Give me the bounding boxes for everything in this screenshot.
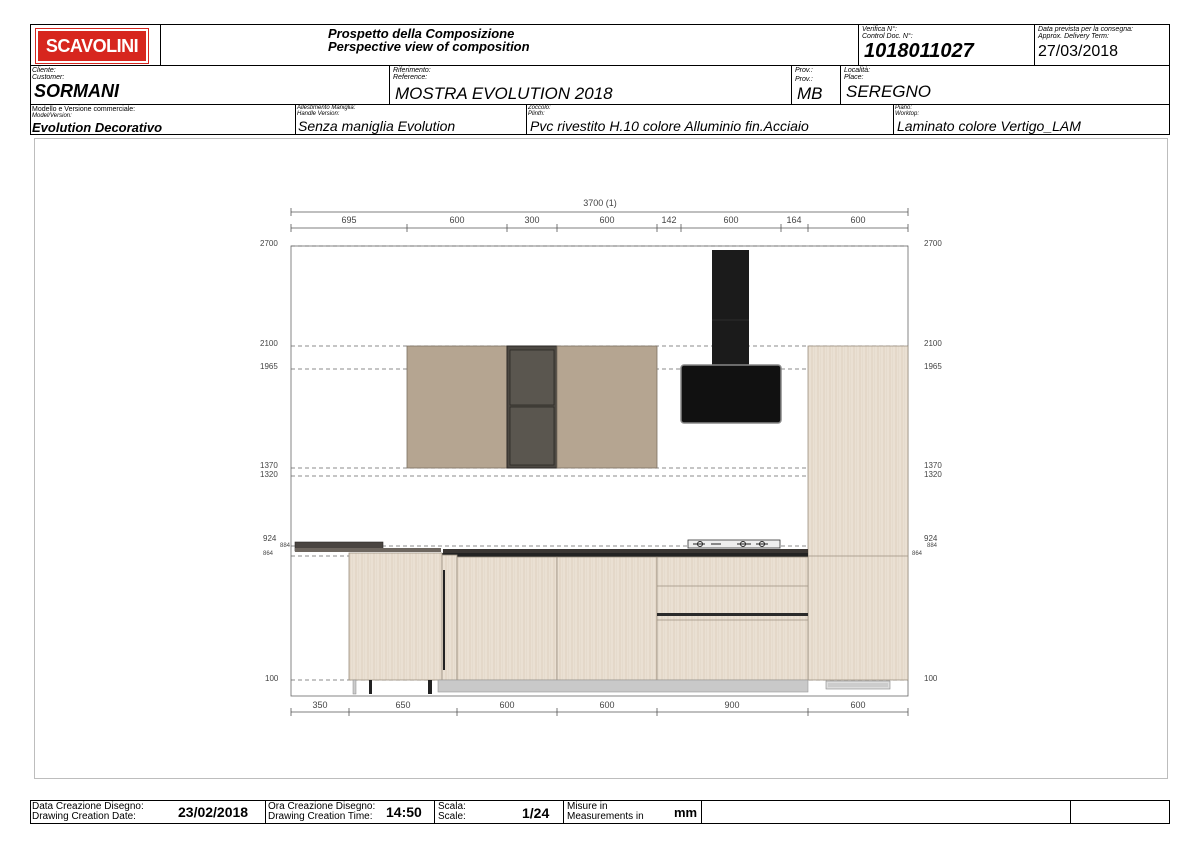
height-right-924: 924 xyxy=(924,534,938,543)
height-left-924: 924 xyxy=(263,534,277,543)
wall-unit-left xyxy=(407,346,507,468)
height-right-864: 864 xyxy=(912,551,923,557)
dim-top-6: 600 xyxy=(723,215,739,225)
plinth xyxy=(438,680,808,692)
control-label-it: Verifica N°: xyxy=(862,26,897,33)
plinth-label-en: Plinth: xyxy=(528,111,545,117)
hood-panel xyxy=(681,365,781,423)
dim-top-7: 164 xyxy=(786,215,802,225)
model-label-en: Model/Version: xyxy=(32,113,72,119)
base-unit-2 xyxy=(457,557,557,680)
prov-value: MB xyxy=(797,84,823,103)
model-label-it: Modello e Versione commerciale: xyxy=(32,106,136,113)
title-english: Perspective view of composition xyxy=(328,39,530,54)
reference-label-en: Reference: xyxy=(393,74,428,81)
model-value: Evolution Decorativo xyxy=(32,120,163,135)
tall-column xyxy=(808,346,908,680)
creation-time: 14:50 xyxy=(386,804,422,820)
dim-total-width: 3700 (1) xyxy=(583,198,617,208)
height-left-2700: 2700 xyxy=(260,239,278,248)
reference-value: MOSTRA EVOLUTION 2018 xyxy=(395,84,613,103)
dim-top-8: 600 xyxy=(850,215,866,225)
place-label-en: Place: xyxy=(844,74,864,81)
height-left-2100: 2100 xyxy=(260,339,278,348)
handle-label-en: Handle Version: xyxy=(297,111,340,117)
prov-label-en: Prov.: xyxy=(795,76,813,83)
brand-logo: SCAVOLINI xyxy=(36,29,148,63)
dim-top-4: 600 xyxy=(599,215,615,225)
height-right-1965: 1965 xyxy=(924,362,942,371)
customer-name: SORMANI xyxy=(34,81,119,101)
customer-label-it: Cliente: xyxy=(32,67,56,74)
place-value: SEREGNO xyxy=(846,82,932,101)
base-unit-peninsula xyxy=(349,553,442,680)
height-left-1320: 1320 xyxy=(260,470,278,479)
height-right-2100: 2100 xyxy=(924,339,942,348)
dim-top-1: 695 xyxy=(341,215,357,225)
dim-bottom-5: 900 xyxy=(724,700,740,710)
dim-bottom-1: 350 xyxy=(312,700,328,710)
height-right-100: 100 xyxy=(924,674,938,683)
vent-grille xyxy=(826,681,890,689)
wall-unit-right xyxy=(557,346,657,468)
height-left-100: 100 xyxy=(265,674,279,683)
hood-chimney xyxy=(712,250,749,366)
delivery-date: 27/03/2018 xyxy=(1038,43,1119,60)
measure-label-it: Misure in xyxy=(567,801,608,812)
base-unit-drawers xyxy=(657,557,808,680)
scale-value: 1/24 xyxy=(522,805,550,821)
control-number: 1018011027 xyxy=(864,40,974,62)
customer-label-en: Customer: xyxy=(32,74,65,81)
height-right-884: 884 xyxy=(927,543,938,549)
creation-date-label-en: Drawing Creation Date: xyxy=(32,811,136,822)
title-italian: Prospetto della Composizione xyxy=(328,26,515,41)
height-left-1370: 1370 xyxy=(260,461,278,470)
base-unit-3 xyxy=(557,557,657,680)
height-right-1320: 1320 xyxy=(924,470,942,479)
height-right-2700: 2700 xyxy=(924,239,942,248)
plinth-value: Pvc rivestito H.10 colore Alluminio fin.Acciaio xyxy=(530,118,809,134)
reference-label-it: Riferimento: xyxy=(393,67,431,74)
creation-time-label-it: Ora Creazione Disegno: xyxy=(268,801,376,812)
delivery-label-it: Data prevista per la consegna: xyxy=(1038,26,1133,33)
worktop-label-it: Piano: xyxy=(895,105,913,111)
place-label-it: Località: xyxy=(844,67,871,74)
delivery-label-en: Approx. Delivery Term: xyxy=(1038,33,1109,40)
scale-label-it: Scala: xyxy=(438,801,466,812)
height-left-864: 864 xyxy=(263,551,274,557)
dim-top-3: 300 xyxy=(524,215,540,225)
handle-value: Senza maniglia Evolution xyxy=(298,118,456,134)
dim-bottom-4: 600 xyxy=(599,700,615,710)
handle-label-it: Allestimento Maniglia: xyxy=(297,105,356,111)
worktop-value: Laminato colore Vertigo_LAM xyxy=(897,118,1081,134)
dim-top-2: 600 xyxy=(449,215,465,225)
dim-bottom-2: 650 xyxy=(395,700,411,710)
height-left-1965: 1965 xyxy=(260,362,278,371)
measure-label-en: Measurements in xyxy=(567,811,644,822)
dim-bottom-6: 600 xyxy=(850,700,866,710)
prov-label-it: Prov.: xyxy=(795,67,813,74)
plinth-label-it: Zoccolo: xyxy=(528,105,551,111)
control-label-en: Control Doc. N°: xyxy=(862,33,913,40)
dim-bottom-3: 600 xyxy=(499,700,515,710)
creation-date: 23/02/2018 xyxy=(178,804,249,820)
creation-time-label-en: Drawing Creation Time: xyxy=(268,811,373,822)
height-right-1370: 1370 xyxy=(924,461,942,470)
height-left-884: 884 xyxy=(280,543,291,549)
dim-top-5: 142 xyxy=(661,215,677,225)
worktop-label-en: Worktop: xyxy=(895,111,920,117)
measure-unit: mm xyxy=(674,805,698,820)
creation-date-label-it: Data Creazione Disegno: xyxy=(32,801,144,812)
scale-label-en: Scale: xyxy=(438,811,466,822)
